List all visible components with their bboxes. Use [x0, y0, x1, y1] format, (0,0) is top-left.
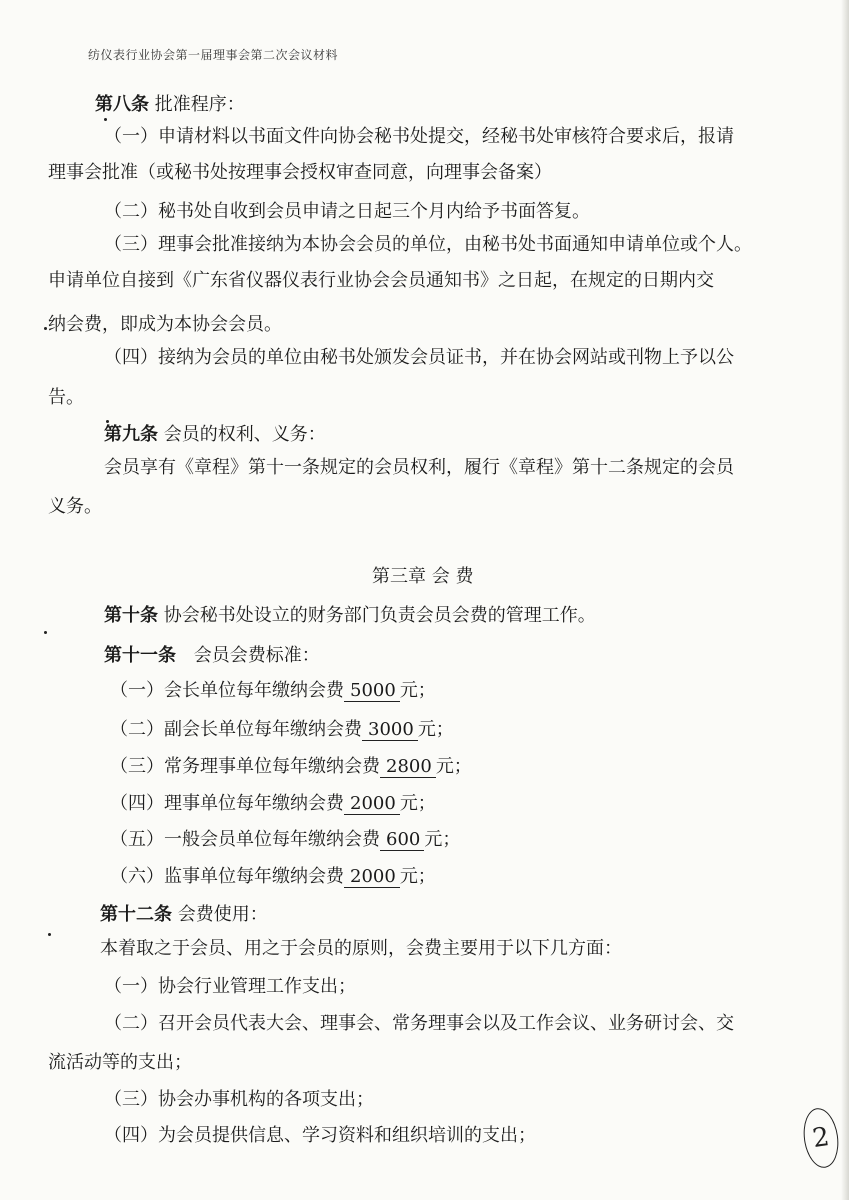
paragraph-line: 告。: [48, 387, 84, 408]
paragraph-line: （二）秘书处自收到会员申请之日起三个月内给予书面答复。: [104, 201, 590, 222]
article-11-heading: 第十一条 会员会费标准：: [104, 645, 320, 666]
paragraph-line: 会员享有《章程》第十一条规定的会员权利，履行《章程》第十二条规定的会员: [104, 457, 734, 478]
paragraph-line: 理事会批准（或秘书处按理事会授权审查同意，向理事会备案）: [48, 162, 552, 183]
fee-amount: 2000: [344, 867, 400, 888]
article-12-heading: 第十二条 会费使用：: [100, 904, 268, 925]
paragraph-line: （四）为会员提供信息、学习资料和组织培训的支出；: [104, 1125, 536, 1146]
fee-item: （四）理事单位每年缴纳会费 2000 元；: [110, 793, 436, 814]
paragraph-line: 申请单位自接到《广东省仪器仪表行业协会会员通知书》之日起，在规定的日期内交: [48, 270, 714, 291]
fee-amount: 600: [380, 830, 424, 851]
article-10-heading: 第十条 协会秘书处设立的财务部门负责会员会费的管理工作。: [104, 605, 596, 626]
paragraph-line: 本着取之于会员、用之于会员的原则，会费主要用于以下几方面：: [100, 938, 622, 959]
fee-item: （五）一般会员单位每年缴纳会费 600 元；: [110, 829, 461, 850]
article-8-heading: 第八条 批准程序：: [95, 94, 245, 115]
scan-speck: [104, 118, 107, 121]
scan-speck: [106, 420, 109, 423]
paragraph-line: 义务。: [48, 496, 102, 517]
scan-speck: [44, 631, 47, 634]
paragraph-line: （二）召开会员代表大会、理事会、常务理事会以及工作会议、业务研讨会、交: [104, 1013, 734, 1034]
running-header: 纺仪表行业协会第一届理事会第二次会议材料: [88, 48, 339, 62]
paragraph-line: 流活动等的支出；: [48, 1052, 192, 1073]
article-9-heading: 第九条 会员的权利、义务：: [104, 424, 326, 445]
paragraph-line: （三）理事会批准接纳为本协会会员的单位，由秘书处书面通知申请单位或个人。: [104, 234, 752, 255]
paragraph-line: 纳会费，即成为本协会会员。: [48, 314, 282, 335]
fee-item: （三）常务理事单位每年缴纳会费 2800 元；: [110, 756, 472, 777]
fee-amount: 2800: [380, 757, 436, 778]
fee-amount: 3000: [362, 720, 418, 741]
chapter-heading: 第三章 会 费: [372, 566, 474, 587]
paragraph-line: （一）协会行业管理工作支出；: [104, 976, 356, 997]
paragraph-line: （四）接纳为会员的单位由秘书处颁发会员证书，并在协会网站或刊物上予以公: [104, 347, 734, 368]
fee-item: （二）副会长单位每年缴纳会费 3000 元；: [110, 719, 454, 740]
paragraph-line: （一）申请材料以书面文件向协会秘书处提交，经秘书处审核符合要求后，报请: [104, 126, 734, 147]
fee-amount: 2000: [344, 794, 400, 815]
scan-edge-shadow: [841, 0, 849, 1200]
fee-item: （一）会长单位每年缴纳会费 5000 元；: [110, 680, 436, 701]
fee-item: （六）监事单位每年缴纳会费 2000 元；: [110, 866, 436, 887]
fee-amount: 5000: [344, 681, 400, 702]
paragraph-line: （三）协会办事机构的各项支出；: [104, 1089, 374, 1110]
scan-speck: [48, 933, 51, 936]
scan-speck: [44, 327, 47, 330]
page-number: 2: [800, 1106, 842, 1170]
